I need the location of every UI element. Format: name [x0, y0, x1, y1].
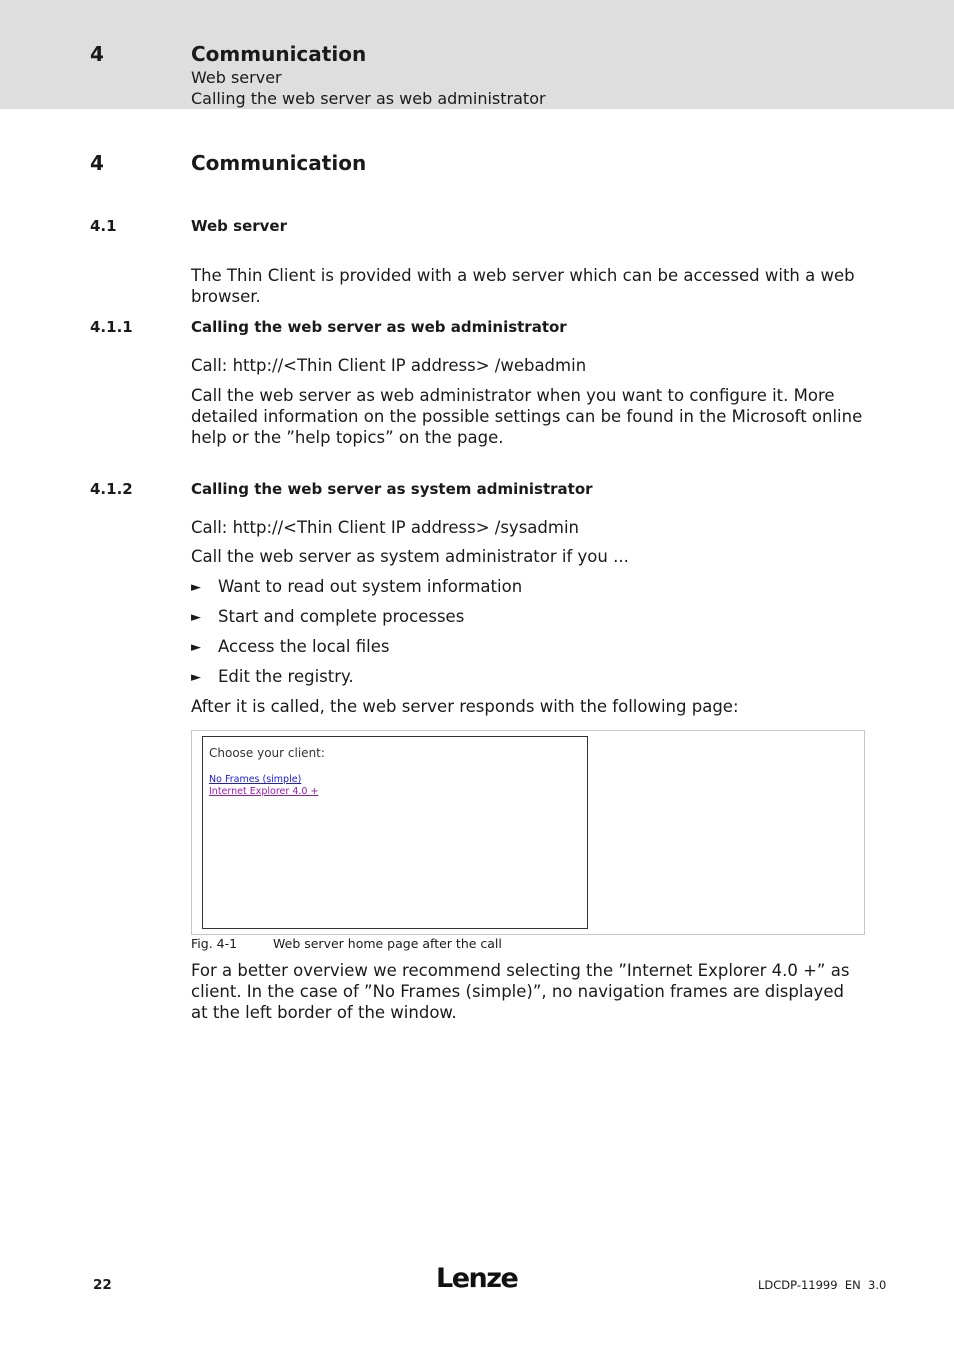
- page-number: 22: [93, 1277, 112, 1293]
- header-chapter-number: 4: [90, 42, 104, 66]
- header-subsection: Calling the web server as web administrator: [191, 89, 546, 108]
- internet-explorer-link[interactable]: Internet Explorer 4.0 +: [209, 786, 319, 797]
- header-chapter-title: Communication: [191, 42, 367, 66]
- document-id: LDCDP-11999 EN 3.0: [758, 1278, 887, 1292]
- lenze-logo: Lenze: [436, 1263, 518, 1294]
- chapter-number: 4: [90, 151, 104, 175]
- chapter-title: Communication: [191, 151, 367, 175]
- section-4-1-1-text: Call the web server as web administrator when you want to configure it. More detailed information on the possible settings can be found in the Microsoft online help or the ”help topics” on the page.: [191, 386, 863, 447]
- after-call-text: After it is called, the web server responds with the following page:: [191, 697, 739, 716]
- figure-caption-number: Fig. 4-1: [191, 936, 238, 951]
- bullet-arrow-icon: ►: [191, 640, 201, 655]
- no-frames-link[interactable]: No Frames (simple): [209, 774, 302, 785]
- sysadmin-call: Call: http://<Thin Client IP address> /sysadmin: [191, 518, 579, 537]
- section-4-1-text: The Thin Client is provided with a web server which can be accessed with a web browser.: [191, 266, 855, 306]
- bullet-item: Access the local files: [218, 637, 390, 656]
- bullet-item: Start and complete processes: [218, 607, 465, 626]
- section-4-1-1-number: 4.1.1: [90, 318, 133, 336]
- bullet-item: Want to read out system information: [218, 577, 523, 596]
- section-4-1-1-title: Calling the web server as web administrator: [191, 318, 567, 336]
- browser-screenshot: [202, 736, 588, 929]
- section-4-1-2-title: Calling the web server as system administrator: [191, 480, 593, 498]
- figure-frame: [191, 730, 865, 935]
- section-4-1-2-number: 4.1.2: [90, 480, 133, 498]
- bullet-arrow-icon: ►: [191, 670, 201, 685]
- figure-caption-text: Web server home page after the call: [273, 936, 502, 951]
- recommendation-text: For a better overview we recommend selecting the ”Internet Explorer 4.0 +” as client. In the case of ”No Frames (simple)”, no navigation frames are displayed at the left border of the window.: [191, 961, 850, 1022]
- bullet-arrow-icon: ►: [191, 610, 201, 625]
- header-section: Web server: [191, 68, 282, 87]
- bullet-arrow-icon: ►: [191, 580, 201, 595]
- section-4-1-number: 4.1: [90, 217, 117, 235]
- webadmin-call: Call: http://<Thin Client IP address> /webadmin: [191, 356, 587, 375]
- choose-client-label: Choose your client:: [209, 746, 325, 760]
- sysadmin-intro: Call the web server as system administrator if you ...: [191, 547, 629, 566]
- section-4-1-title: Web server: [191, 217, 287, 235]
- bullet-item: Edit the registry.: [218, 667, 354, 686]
